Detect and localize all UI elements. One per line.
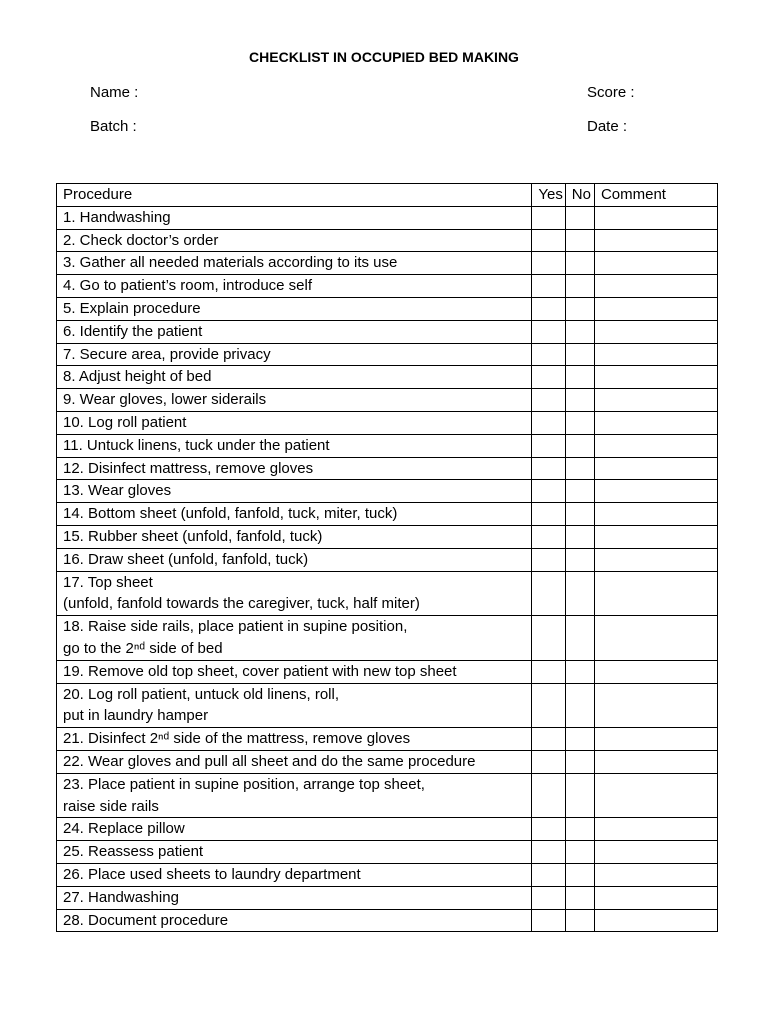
yes-cell[interactable]: [532, 206, 565, 229]
procedure-cell: [57, 886, 532, 909]
comment-cell[interactable]: [594, 886, 717, 909]
comment-cell[interactable]: [594, 457, 717, 480]
comment-cell[interactable]: [594, 411, 717, 434]
procedure-step-text: 2. Check doctor’s order: [63, 231, 219, 249]
yes-cell[interactable]: [532, 616, 565, 661]
yes-cell[interactable]: [532, 750, 565, 773]
yes-cell[interactable]: [532, 886, 565, 909]
no-cell[interactable]: [565, 389, 594, 412]
batch-field-label: Batch :: [90, 118, 137, 135]
procedure-step-text: 9. Wear gloves, lower siderails: [63, 391, 267, 409]
procedure-cell: [57, 525, 532, 548]
procedure-cell: [57, 660, 532, 683]
comment-cell[interactable]: [594, 863, 717, 886]
yes-cell[interactable]: [532, 548, 565, 571]
comment-cell[interactable]: [594, 728, 717, 751]
procedure-cell: [57, 366, 532, 389]
procedure-step-text: 22. Wear gloves and pull all sheet and do the same procedure: [63, 752, 476, 770]
procedure-cell: [57, 434, 532, 457]
comment-cell[interactable]: [594, 343, 717, 366]
procedure-cell: [57, 909, 532, 932]
table-row: [57, 818, 718, 841]
no-cell[interactable]: [565, 683, 594, 728]
comment-cell[interactable]: [594, 503, 717, 526]
no-cell[interactable]: [565, 343, 594, 366]
no-cell[interactable]: [565, 548, 594, 571]
table-row: [57, 841, 718, 864]
procedure-cell: [57, 616, 532, 661]
procedure-cell: [57, 728, 532, 751]
procedure-step-text: go to the 2ⁿᵈ side of bed: [63, 639, 223, 657]
table-row: [57, 863, 718, 886]
yes-cell[interactable]: [532, 275, 565, 298]
no-cell[interactable]: [565, 525, 594, 548]
procedure-step-text: 18. Raise side rails, place patient in supine position,: [63, 618, 408, 636]
yes-cell[interactable]: [532, 503, 565, 526]
comment-cell[interactable]: [594, 297, 717, 320]
yes-cell[interactable]: [532, 320, 565, 343]
procedure-step-text: raise side rails: [63, 797, 159, 815]
procedure-step-text: 27. Handwashing: [63, 888, 179, 906]
table-row: [57, 389, 718, 412]
comment-cell[interactable]: [594, 366, 717, 389]
procedure-cell: [57, 548, 532, 571]
no-cell[interactable]: [565, 616, 594, 661]
table-row: [57, 252, 718, 275]
procedure-step-text: 4. Go to patient’s room, introduce self: [63, 277, 313, 295]
procedure-cell: [57, 229, 532, 252]
yes-cell[interactable]: [532, 909, 565, 932]
table-row: [57, 750, 718, 773]
table-row: [57, 434, 718, 457]
yes-cell[interactable]: [532, 683, 565, 728]
procedure-cell: [57, 480, 532, 503]
procedure-step-text: 24. Replace pillow: [63, 820, 185, 838]
yes-cell[interactable]: [532, 366, 565, 389]
procedure-cell: [57, 773, 532, 818]
procedure-step-text: 6. Identify the patient: [63, 322, 203, 340]
yes-cell[interactable]: [532, 773, 565, 818]
comment-cell[interactable]: [594, 320, 717, 343]
table-row: [57, 275, 718, 298]
table-header-row: [57, 184, 718, 207]
comment-cell[interactable]: [594, 252, 717, 275]
yes-cell[interactable]: [532, 457, 565, 480]
no-cell[interactable]: [565, 503, 594, 526]
checklist-table: [56, 183, 718, 932]
no-cell[interactable]: [565, 773, 594, 818]
no-cell[interactable]: [565, 411, 594, 434]
yes-cell[interactable]: [532, 818, 565, 841]
comment-cell[interactable]: [594, 660, 717, 683]
yes-cell[interactable]: [532, 863, 565, 886]
procedure-step-text: 23. Place patient in supine position, arrange top sheet,: [63, 775, 425, 793]
yes-cell[interactable]: [532, 434, 565, 457]
procedure-step-text: 1. Handwashing: [63, 208, 171, 226]
comment-cell[interactable]: [594, 616, 717, 661]
procedure-step-text: 25. Reassess patient: [63, 843, 204, 861]
table-row: [57, 411, 718, 434]
comment-cell[interactable]: [594, 480, 717, 503]
no-cell[interactable]: [565, 863, 594, 886]
procedure-step-text: 14. Bottom sheet (unfold, fanfold, tuck, miter, tuck): [63, 505, 398, 523]
table-row: [57, 728, 718, 751]
procedure-cell: [57, 750, 532, 773]
procedure-step-text: 12. Disinfect mattress, remove gloves: [63, 459, 314, 477]
procedure-cell: [57, 841, 532, 864]
table-row: [57, 480, 718, 503]
procedure-step-text: 13. Wear gloves: [63, 482, 172, 500]
comment-cell[interactable]: [594, 434, 717, 457]
comment-cell[interactable]: [594, 909, 717, 932]
table-row: [57, 616, 718, 661]
procedure-step-text: 3. Gather all needed materials according to its use: [63, 254, 398, 272]
comment-cell[interactable]: [594, 773, 717, 818]
name-field-label: Name :: [90, 84, 139, 101]
table-row: [57, 206, 718, 229]
table-row: [57, 297, 718, 320]
table-row: [57, 229, 718, 252]
yes-cell[interactable]: [532, 728, 565, 751]
table-row: [57, 548, 718, 571]
procedure-step-text: 5. Explain procedure: [63, 299, 201, 317]
procedure-cell: [57, 206, 532, 229]
procedure-cell: [57, 411, 532, 434]
procedure-step-text: 10. Log roll patient: [63, 413, 187, 431]
procedure-cell: [57, 343, 532, 366]
procedure-rows: [57, 206, 718, 932]
no-header: No: [565, 184, 594, 207]
comment-cell[interactable]: [594, 229, 717, 252]
procedure-step-text: put in laundry hamper: [63, 707, 209, 725]
comment-cell[interactable]: [594, 548, 717, 571]
table-row: [57, 683, 718, 728]
no-cell[interactable]: [565, 297, 594, 320]
yes-cell[interactable]: [532, 525, 565, 548]
table-row: [57, 660, 718, 683]
comment-cell[interactable]: [594, 818, 717, 841]
comment-cell[interactable]: [594, 841, 717, 864]
table-row: [57, 909, 718, 932]
yes-cell[interactable]: [532, 229, 565, 252]
yes-cell[interactable]: [532, 389, 565, 412]
yes-cell[interactable]: [532, 480, 565, 503]
procedure-step-text: 15. Rubber sheet (unfold, fanfold, tuck): [63, 527, 323, 545]
procedure-cell: [57, 683, 532, 728]
no-cell[interactable]: [565, 886, 594, 909]
no-cell[interactable]: [565, 434, 594, 457]
procedure-cell: [57, 863, 532, 886]
procedure-step-text: (unfold, fanfold towards the caregiver, tuck, half miter): [63, 595, 420, 613]
table-row: [57, 886, 718, 909]
comment-cell[interactable]: [594, 750, 717, 773]
no-cell[interactable]: [565, 818, 594, 841]
procedure-step-text: 8. Adjust height of bed: [63, 368, 212, 386]
table-row: [57, 343, 718, 366]
procedure-step-text: 28. Document procedure: [63, 911, 229, 929]
table-row: [57, 503, 718, 526]
procedure-cell: [57, 275, 532, 298]
procedure-step-text: 7. Secure area, provide privacy: [63, 345, 271, 363]
no-cell[interactable]: [565, 252, 594, 275]
table-row: [57, 571, 718, 616]
procedure-step-text: 16. Draw sheet (unfold, fanfold, tuck): [63, 550, 309, 568]
table-row: [57, 773, 718, 818]
comment-cell[interactable]: [594, 389, 717, 412]
no-cell[interactable]: [565, 320, 594, 343]
procedure-cell: [57, 457, 532, 480]
procedure-cell: [57, 389, 532, 412]
no-cell[interactable]: [565, 728, 594, 751]
yes-cell[interactable]: [532, 252, 565, 275]
procedure-step-text: 19. Remove old top sheet, cover patient with new top sheet: [63, 662, 457, 680]
procedure-cell: [57, 571, 532, 616]
procedure-cell: [57, 818, 532, 841]
no-cell[interactable]: [565, 229, 594, 252]
procedure-cell: [57, 252, 532, 275]
comment-header: Comment: [594, 184, 717, 207]
no-cell[interactable]: [565, 206, 594, 229]
comment-cell[interactable]: [594, 206, 717, 229]
no-cell[interactable]: [565, 750, 594, 773]
yes-cell[interactable]: [532, 343, 565, 366]
comment-cell[interactable]: [594, 275, 717, 298]
no-cell[interactable]: [565, 660, 594, 683]
no-cell[interactable]: [565, 480, 594, 503]
yes-cell[interactable]: [532, 297, 565, 320]
table-row: [57, 366, 718, 389]
procedure-step-text: 20. Log roll patient, untuck old linens, roll,: [63, 685, 339, 703]
yes-cell[interactable]: [532, 571, 565, 616]
procedure-step-text: 17. Top sheet: [63, 573, 153, 591]
no-cell[interactable]: [565, 275, 594, 298]
procedure-cell: [57, 297, 532, 320]
procedure-step-text: 11. Untuck linens, tuck under the patient: [63, 436, 330, 454]
procedure-header: Procedure: [57, 184, 532, 207]
no-cell[interactable]: [565, 909, 594, 932]
no-cell[interactable]: [565, 366, 594, 389]
table-row: [57, 457, 718, 480]
procedure-step-text: 21. Disinfect 2ⁿᵈ side of the mattress, remove gloves: [63, 730, 411, 748]
table-row: [57, 320, 718, 343]
no-cell[interactable]: [565, 457, 594, 480]
yes-header: Yes: [532, 184, 565, 207]
procedure-cell: [57, 503, 532, 526]
yes-cell[interactable]: [532, 411, 565, 434]
comment-cell[interactable]: [594, 525, 717, 548]
yes-cell[interactable]: [532, 841, 565, 864]
procedure-step-text: 26. Place used sheets to laundry department: [63, 865, 361, 883]
comment-cell[interactable]: [594, 571, 717, 616]
yes-cell[interactable]: [532, 660, 565, 683]
date-field-label: Date :: [587, 118, 628, 135]
comment-cell[interactable]: [594, 683, 717, 728]
page-title: CHECKLIST IN OCCUPIED BED MAKING: [249, 49, 519, 65]
no-cell[interactable]: [565, 571, 594, 616]
procedure-cell: [57, 320, 532, 343]
table-row: [57, 525, 718, 548]
score-field-label: Score :: [587, 84, 635, 101]
no-cell[interactable]: [565, 841, 594, 864]
